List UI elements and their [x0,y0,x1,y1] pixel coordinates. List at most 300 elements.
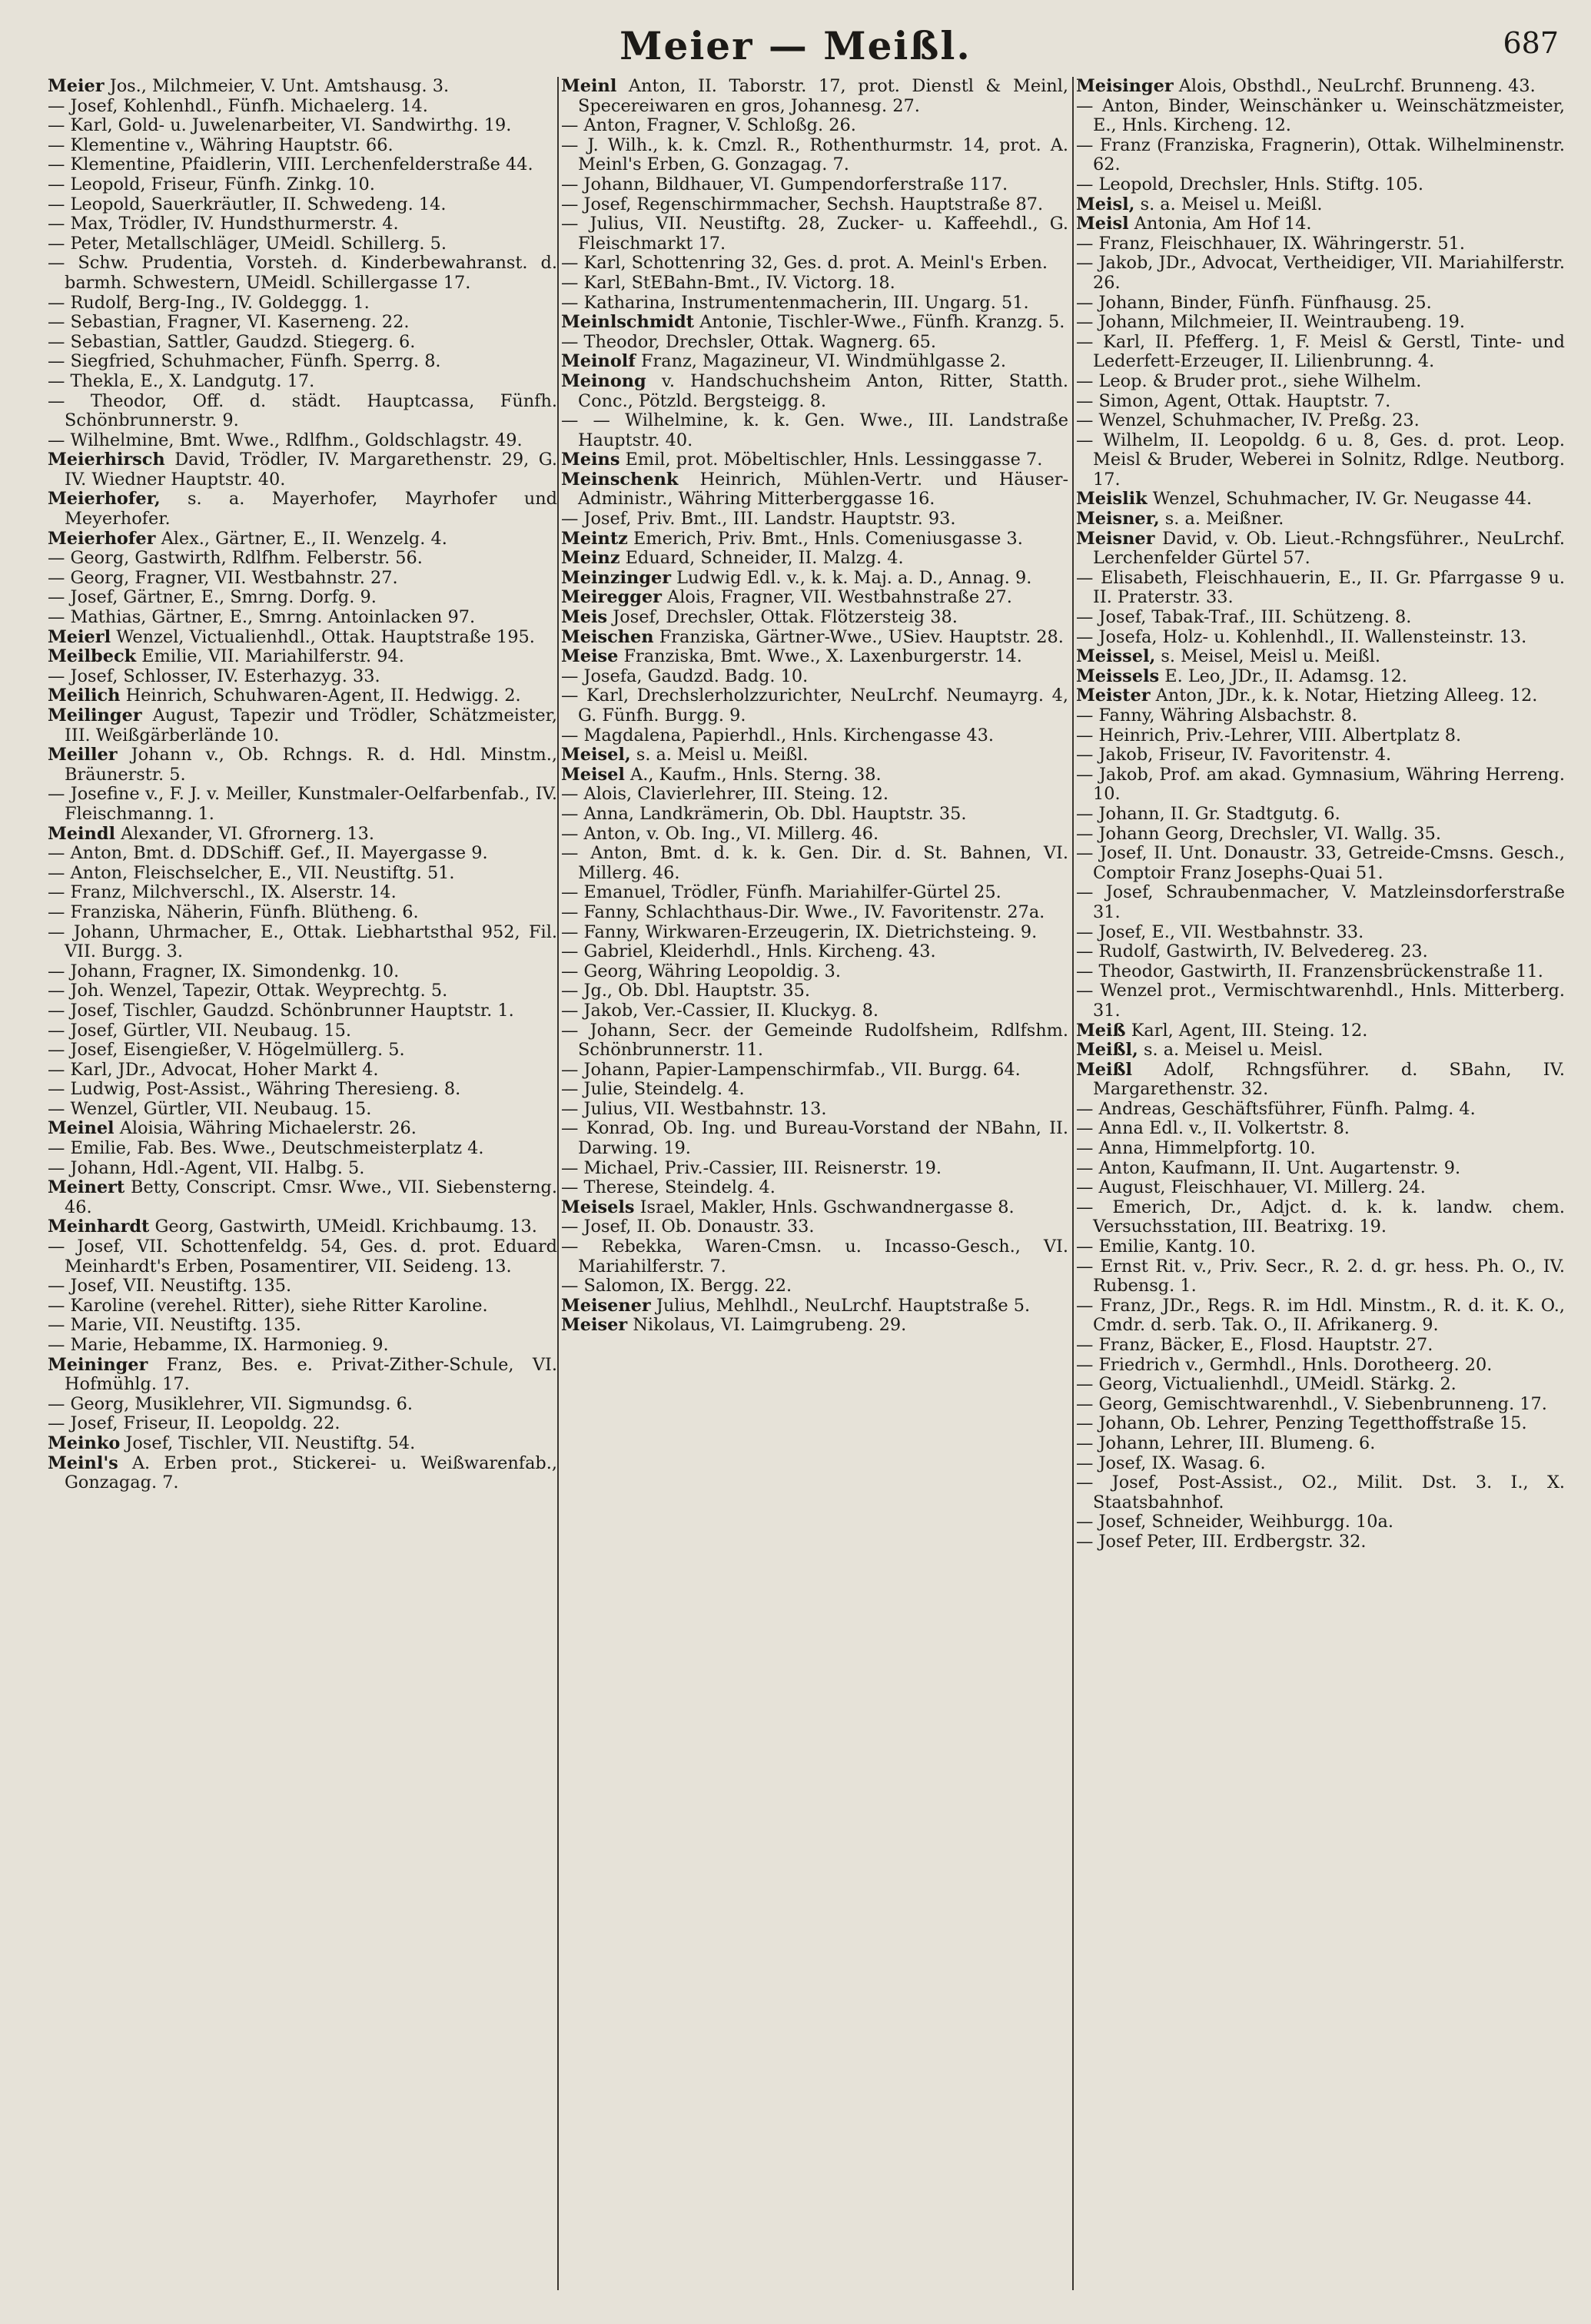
entry-text: — Sebastian, Sattler, Gaudzd. Stiegerg. 6. [48,331,416,352]
entry-text: — Franz, Bäcker, E., Flosd. Hauptstr. 27. [1076,1335,1433,1355]
directory-entry [48,1277,557,1296]
entry-text: — Georg, Victualienhdl., UMeidl. Stärkg. 2. [1076,1374,1456,1395]
entry-headword: Meischen [561,626,654,647]
directory-entry [561,1080,1068,1100]
entry-headword: Meindl [48,823,115,844]
directory-entry [1076,844,1565,883]
directory-entry [561,765,1068,785]
entry-text: David, Trödler, IV. Margarethenstr. 29, G. IV. Wiedner Hauptstr. 40. [65,450,557,490]
directory-entry [1076,962,1565,982]
directory-entry [561,450,1068,470]
entry-text: Antonie, Tischler-Wwe., Fünfh. Kranzg. 5. [699,312,1065,333]
entry-text: s. a. Meisel u. Meißl. [1140,194,1323,214]
entry-text: — Karl, Drechslerholzzurichter, NeuLrchf. Neumayrg. 4, G. Fünfh. Burgg. 9. [561,686,1068,725]
entry-text: — Salomon, IX. Bergg. 22. [561,1276,792,1296]
directory-entry [48,254,557,293]
entry-text: — Franz, JDr., Regs. R. im Hdl. Minstm., R. d. it. K. O., Cmdr. d. serb. Tak. O., II. Afrikanerg. 9. [1076,1295,1565,1336]
entry-text: — Fanny, Wirkwaren-Erzeugerin, IX. Dietrichsteing. 9. [561,921,1038,942]
entry-headword: Meinl [561,77,617,96]
entry-text: — Josef Peter, III. Erdbergstr. 32. [1076,1531,1367,1552]
directory-entry [1076,569,1565,608]
directory-entry [48,923,557,962]
entry-text: — Julie, Steindelg. 4. [561,1079,745,1100]
directory-entry [48,175,557,195]
directory-entry [561,1316,1068,1336]
directory-entry [48,195,557,215]
directory-entry [48,214,557,234]
page-title: Meier — Meißl. [619,23,972,68]
entry-text: — Johann, II. Gr. Stadtgutg. 6. [1076,803,1340,824]
directory-entry [1076,313,1565,333]
directory-entry [1076,333,1565,372]
entry-text: — Sebastian, Fragner, VI. Kaserneng. 22. [48,312,410,333]
entry-text: — Josef, Tabak-Traf., III. Schützeng. 8. [1076,607,1412,628]
entry-text: Jos., Milchmeier, V. Unt. Amtshausg. 3. [109,77,450,96]
directory-entry [561,549,1068,569]
entry-headword: Meissel, [1076,646,1156,667]
entry-text: — Johann, Hdl.-Agent, VII. Halbg. 5. [48,1157,365,1178]
entry-headword: Meiß [1076,1020,1126,1041]
directory-entry [1076,942,1565,962]
directory-entry [561,1061,1068,1081]
directory-entry [1076,1139,1565,1159]
entry-text: — Leopold, Drechsler, Hnls. Stiftg. 105. [1076,174,1423,194]
directory-entry [1076,1061,1565,1100]
entry-text: — Josefa, Holz- u. Kohlenhdl., II. Wallensteinstr. 13. [1076,626,1527,647]
entry-text: — Konrad, Ob. Ing. und Bureau-Vorstand der NBahn, II. Darwing. 19. [561,1118,1068,1159]
directory-entry [561,530,1068,549]
directory-entry [1076,667,1565,687]
entry-text: — Rudolf, Gastwirth, IV. Belvedereg. 23. [1076,941,1428,962]
entry-text: Alois, Obsthdl., NeuLrchf. Brunneng. 43. [1178,77,1536,96]
entry-text: — Karl, Schottenring 32, Ges. d. prot. A. Meinl's Erben. [561,253,1048,274]
directory-entry [48,1237,557,1277]
directory-entry [48,294,557,314]
entry-text: Franziska, Gärtner-Wwe., USiev. Hauptstr. 28. [659,626,1064,647]
directory-entry [1076,883,1565,922]
entry-headword: Meißl [1076,1059,1133,1080]
entry-text: — Franz, Milchverschl., IX. Alserstr. 14. [48,882,397,903]
entry-text: — Johann, Lehrer, III. Blumeng. 6. [1076,1433,1376,1453]
entry-text: — Anton, Bmt. d. DDSchiff. Gef., II. Mayergasse 9. [48,843,488,864]
entry-text: Wenzel, Schuhmacher, IV. Gr. Neugasse 44. [1152,489,1533,510]
entry-text: Nikolaus, VI. Laimgrubeng. 29. [633,1315,907,1336]
entry-text: — Leopold, Friseur, Fünfh. Zinkg. 10. [48,174,375,194]
entry-headword: Meister [1076,686,1151,706]
entry-text: — Ludwig, Post-Assist., Währing Theresieng. 8. [48,1079,461,1100]
entry-text: Anton, II. Taborstr. 17, prot. Dienstl & Meinl, Specereiwaren en gros, Johannesg. 27. [578,77,1068,116]
entry-text: August, Tapezir und Trödler, Schätzmeister, III. Weißgärberlände 10. [65,706,557,745]
entry-text: Alex., Gärtner, E., II. Wenzelg. 4. [161,528,447,549]
entry-text: Betty, Conscript. Cmsr. Wwe., VII. Siebensterng. 46. [65,1177,557,1217]
entry-text: — Karl, II. Pfefferg. 1, F. Meisl & Gerstl, Tinte- und Lederfett-Erzeuger, II. Lilienbrunng. 4. [1076,331,1565,372]
entry-text: — Peter, Metallschläger, UMeidl. Schillerg. 5. [48,233,447,254]
directory-entry [48,352,557,372]
directory-entry [48,608,557,628]
entry-text: A., Kaufm., Hnls. Sterng. 38. [630,764,882,785]
entry-headword: Meise [561,646,619,667]
directory-entry [48,1041,557,1061]
entry-text: Heinrich, Schuhwaren-Agent, II. Hedwigg. 2. [125,686,521,706]
directory-entry [48,1395,557,1415]
directory-entry [561,686,1068,725]
entry-text: — Josefa, Gaudzd. Badg. 10. [561,666,809,686]
entry-headword: Meierhofer [48,528,156,549]
entry-text: Julius, Mehlhdl., NeuLrchf. Hauptstraße 5. [656,1295,1031,1316]
entry-text: — Johann, Papier-Lampenschirmfab., VII. Burgg. 64. [561,1059,1021,1080]
directory-entry [1076,1021,1565,1041]
entry-text: — Jg., Ob. Dbl. Hauptstr. 35. [561,981,810,1001]
entry-headword: Meinl's [48,1452,118,1473]
directory-entry [48,686,557,706]
directory-entry [48,97,557,117]
entry-text: — Thekla, E., X. Landgutg. 17. [48,370,315,391]
directory-column-3 [1076,77,1565,2298]
directory-entry [48,1296,557,1316]
entry-text: — Karl, Gold- u. Juwelenarbeiter, VI. Sandwirthg. 19. [48,115,512,136]
entry-text: — Theodor, Gastwirth, II. Franzensbrückenstraße 11. [1076,961,1543,981]
directory-entry [1076,1434,1565,1454]
entry-headword: Meissels [1076,666,1160,686]
directory-entry [1076,825,1565,845]
directory-entry [561,647,1068,667]
directory-entry [1076,372,1565,392]
directory-entry [561,923,1068,943]
entry-text: — Johann, Fragner, IX. Simondenkg. 10. [48,961,400,981]
entry-text: — Anna, Landkrämerin, Ob. Dbl. Hauptstr. 35. [561,803,967,824]
directory-entry [48,530,557,549]
directory-entry [1076,234,1565,254]
directory-entry [561,1198,1068,1218]
entry-text: Josef, Tischler, VII. Neustiftg. 54. [125,1433,416,1453]
directory-entry [48,706,557,745]
directory-entry [1076,214,1565,234]
entry-headword: Meierl [48,626,111,647]
directory-entry [561,77,1068,116]
entry-text: — Johann, Ob. Lehrer, Penzing Tegetthoffstraße 15. [1076,1413,1527,1434]
entry-headword: Meinzinger [561,567,672,588]
directory-entry [561,372,1068,411]
entry-text: s. a. Meißner. [1164,509,1284,530]
entry-text: — Josef, VII. Neustiftg. 135. [48,1276,292,1296]
entry-headword: Meilich [48,686,121,706]
directory-entry [561,313,1068,333]
directory-entry [1076,628,1565,648]
directory-entry [561,195,1068,215]
entry-text: — Emanuel, Trödler, Fünfh. Mariahilfer-Gürtel 25. [561,882,1001,903]
entry-text: Alexander, VI. Gfrornerg. 13. [121,823,375,844]
entry-text: Franz, Bes. e. Privat-Zither-Schule, VI. Hofmühlg. 17. [65,1354,557,1395]
directory-entry [1076,745,1565,765]
directory-entry [1076,1041,1565,1061]
entry-text: David, v. Ob. Lieut.-Rchngsführer., NeuLrchf. Lerchenfelder Gürtel 57. [1093,528,1565,569]
entry-headword: Meinko [48,1433,121,1453]
entry-text: — Katharina, Instrumentenmacherin, III. Ungarg. 51. [561,292,1029,313]
entry-text: Josef, Drechsler, Ottak. Flötzersteig 38. [613,607,958,628]
directory-entry [1076,392,1565,412]
entry-text: — Anna, Himmelpfortg. 10. [1076,1138,1316,1159]
directory-entry [48,647,557,667]
entry-text: — Wenzel, Gürtler, VII. Neubaug. 15. [48,1098,372,1119]
entry-headword: Meinert [48,1177,125,1198]
directory-entry [561,667,1068,687]
entry-headword: Meisner, [1076,509,1160,530]
entry-headword: Meintz [561,528,628,549]
directory-entry [561,116,1068,136]
entry-headword: Meins [561,450,620,470]
directory-entry [561,962,1068,982]
directory-entry [1076,1257,1565,1296]
entry-text: — Magdalena, Papierhdl., Hnls. Kirchengasse 43. [561,725,995,745]
directory-entry [48,333,557,353]
directory-entry [561,608,1068,628]
directory-entry [561,1119,1068,1158]
entry-text: Eduard, Schneider, II. Malzg. 4. [625,548,904,569]
entry-text: — Fanny, Schlachthaus-Dir. Wwe., IV. Favoritenstr. 27a. [561,901,1045,922]
directory-entry [48,136,557,156]
directory-entry [48,116,557,136]
entry-text: — Johann, Milchmeier, II. Weintraubeng. 19. [1076,312,1465,333]
entry-headword: Meisel [561,764,625,785]
entry-text: s. a. Mayerhofer, Mayrhofer und Meyerhofer. [65,489,557,530]
directory-entry [48,234,557,254]
entry-headword: Meiregger [561,587,662,608]
directory-entry [1076,706,1565,726]
entry-text: — Rebekka, Waren-Cmsn. u. Incasso-Gesch., VI. Mariahilferstr. 7. [561,1237,1068,1277]
entry-text: — Josef, Tischler, Gaudzd. Schönbrunner Hauptstr. 1. [48,1000,514,1021]
directory-entry [48,372,557,392]
entry-text: — Schw. Prudentia, Vorsteh. d. Kinderbewahranst. d. barmh. Schwestern, UMeidl. Schillergasse 17. [48,253,557,293]
directory-entry [561,844,1068,883]
entry-text: Emilie, VII. Mariahilferstr. 94. [141,646,404,667]
entry-text: — Joh. Wenzel, Tapezir, Ottak. Weyprechtg. 5. [48,981,448,1001]
directory-entry [48,1119,557,1139]
entry-text: — Georg, Gemischtwarenhdl., V. Siebenbrunneng. 17. [1076,1393,1547,1414]
directory-entry [1076,1178,1565,1198]
directory-entry [561,1237,1068,1277]
entry-text: — Johann, Uhrmacher, E., Ottak. Liebhartsthal 952, Fil. VII. Burgg. 3. [48,921,557,962]
entry-text: — Josef, Schneider, Weihburgg. 10a. [1076,1512,1393,1532]
directory-entry [1076,1119,1565,1139]
entry-headword: Meiller [48,745,118,765]
directory-entry [48,844,557,864]
entry-text: — Wilhelmine, Bmt. Wwe., Rdlfhm., Goldschlagstr. 49. [48,430,523,450]
entry-text: A. Erben prot., Stickerei- u. Weißwarenfab., Gonzagag. 7. [65,1452,557,1493]
directory-entry [48,490,557,529]
directory-entry [1076,97,1565,136]
entry-text: — August, Fleischhauer, VI. Millerg. 24. [1076,1177,1426,1198]
entry-headword: Meislik [1076,489,1148,510]
directory-entry [1076,1375,1565,1395]
directory-entry [1076,1159,1565,1179]
entry-text: — Josef, Regenschirmmacher, Sechsh. Hauptstraße 87. [561,194,1044,214]
directory-entry [48,1454,557,1493]
directory-columns [48,77,1565,2298]
directory-entry [561,785,1068,805]
directory-entry [1076,530,1565,569]
directory-entry [1076,510,1565,530]
directory-entry [1076,981,1565,1021]
entry-text: Heinrich, Mühlen-Vertr. und Häuser-Administr., Währing Mitterberggasse 16. [578,469,1068,510]
directory-entry [48,864,557,884]
entry-text: — Josef, Kohlenhdl., Fünfh. Michaelerg. 14. [48,95,428,116]
entry-text: — Therese, Steindelg. 4. [561,1177,776,1198]
directory-entry [48,588,557,608]
entry-text: — Josef, Gärtner, E., Smrng. Dorfg. 9. [48,587,377,608]
directory-entry [48,981,557,1001]
directory-entry [48,1021,557,1041]
entry-headword: Meisl, [1076,194,1135,214]
entry-text: — Friedrich v., Germhdl., Hnls. Dorotheerg. 20. [1076,1354,1493,1375]
entry-text: — Emilie, Kantg. 10. [1076,1237,1256,1257]
entry-text: Aloisia, Währing Michaelerstr. 26. [119,1118,417,1139]
page-header [0,14,1591,68]
directory-entry [48,745,557,785]
entry-text: — Franziska, Näherin, Fünfh. Blütheng. 6. [48,901,419,922]
entry-headword: Meisner [1076,528,1155,549]
entry-text: s. a. Meisel u. Meisl. [1143,1040,1324,1061]
entry-text: — Josef, Post-Assist., O2., Milit. Dst. 3. I., X. Staatsbahnhof. [1076,1472,1565,1512]
directory-entry [48,569,557,589]
entry-text: — Gabriel, Kleiderhdl., Hnls. Kircheng. 43. [561,941,936,962]
directory-entry [561,175,1068,195]
entry-text: — Leop. & Bruder prot., siehe Wilhelm. [1076,370,1422,391]
directory-entry [561,1296,1068,1316]
entry-text: — Johann Georg, Drechsler, VI. Wallg. 35. [1076,823,1441,844]
entry-headword: Meinlschmidt [561,312,695,333]
directory-entry [48,431,557,451]
directory-entry [561,470,1068,510]
entry-text: — Leopold, Sauerkräutler, II. Schwedeng. 14. [48,194,447,214]
entry-text: s. Meisel, Meisl u. Meißl. [1161,646,1380,667]
directory-entry [1076,1532,1565,1552]
entry-headword: Meißl, [1076,1040,1138,1061]
entry-text: — Rudolf, Berg-Ing., IV. Goldeggg. 1. [48,292,370,313]
entry-headword: Meinel [48,1118,115,1139]
directory-entry [48,1080,557,1100]
entry-text: — Wenzel, Schuhmacher, IV. Preßg. 23. [1076,410,1420,431]
directory-entry [48,549,557,569]
directory-entry [48,77,557,97]
directory-entry [561,254,1068,274]
directory-entry [1076,608,1565,628]
entry-headword: Meinz [561,548,620,569]
directory-entry [48,1139,557,1159]
entry-headword: Meier [48,77,105,96]
entry-text: — Emilie, Fab. Bes. Wwe., Deutschmeisterplatz 4. [48,1138,484,1159]
page-number: 687 [1503,26,1559,60]
directory-entry [1076,431,1565,490]
entry-headword: Meinolf [561,351,636,372]
entry-text: — Anna Edl. v., II. Volkertstr. 8. [1076,1118,1350,1139]
directory-entry [561,981,1068,1001]
directory-entry [48,883,557,903]
directory-entry [561,569,1068,589]
entry-headword: Meininger [48,1354,148,1375]
directory-entry [48,1001,557,1021]
entry-text: — Anton, Binder, Weinschänker u. Weinschätzmeister, E., Hnls. Kircheng. 12. [1076,95,1565,136]
entry-text: — Marie, VII. Neustiftg. 135. [48,1315,301,1336]
directory-entry [561,136,1068,175]
entry-text: Wenzel, Victualienhdl., Ottak. Hauptstraße 195. [116,626,535,647]
entry-text: — Josefine v., F. J. v. Meiller, Kunstmaler-Oelfarbenfab., IV. Fleischmanng. 1. [48,784,557,824]
directory-entry [48,1356,557,1395]
directory-entry [48,313,557,333]
directory-entry [561,745,1068,765]
entry-text: — Julius, VII. Westbahnstr. 13. [561,1098,827,1119]
directory-entry [561,726,1068,746]
entry-headword: Meinschenk [561,469,679,490]
entry-headword: Meiser [561,1315,628,1336]
entry-text: v. Handschuchsheim Anton, Ritter, Statth. Conc., Pötzld. Bergsteigg. 8. [578,370,1068,411]
entry-text: — Marie, Hebamme, IX. Harmonieg. 9. [48,1335,389,1355]
directory-entry [1076,254,1565,293]
entry-headword: Meisels [561,1197,635,1217]
entry-text: — Wenzel prot., Vermischtwarenhdl., Hnls. Mitterberg. 31. [1076,981,1565,1021]
entry-text: — Theodor, Off. d. städt. Hauptcassa, Fünfh. Schönbrunnerstr. 9. [48,390,557,431]
entry-text: — Johann, Secr. der Gemeinde Rudolfsheim, Rdlfshm. Schönbrunnerstr. 11. [561,1020,1068,1061]
directory-entry [561,1001,1068,1021]
directory-entry [1076,1473,1565,1512]
entry-text: — Simon, Agent, Ottak. Hauptstr. 7. [1076,390,1391,411]
entry-text: E. Leo, JDr., II. Adamsg. 12. [1164,666,1407,686]
directory-entry [561,588,1068,608]
directory-entry [1076,77,1565,97]
entry-text: — Klementine, Pfaidlerin, VIII. Lerchenfelderstraße 44. [48,154,533,175]
entry-text: — Franz (Franziska, Fragnerin), Ottak. Wilhelminenstr. 62. [1076,134,1565,175]
entry-text: — Georg, Gastwirth, Rdlfhm. Felberstr. 56. [48,548,423,569]
entry-text: — Andreas, Geschäftsführer, Fünfh. Palmg. 4. [1076,1098,1476,1119]
directory-entry [48,1061,557,1081]
entry-text: — Elisabeth, Fleischhauerin, E., II. Gr. Pfarrgasse 9 u. II. Praterstr. 33. [1076,567,1565,608]
entry-text: — Josef, Priv. Bmt., III. Landstr. Hauptstr. 93. [561,509,956,530]
directory-entry [561,1021,1068,1061]
directory-entry [48,1316,557,1336]
entry-text: — Josef, Schraubenmacher, V. Matzleinsdorferstraße 31. [1076,882,1565,922]
entry-text: — Anton, v. Ob. Ing., VI. Millerg. 46. [561,823,879,844]
entry-headword: Meierhofer, [48,489,161,510]
entry-text: — Alois, Clavierlehrer, III. Steing. 12. [561,784,889,805]
entry-text: — Heinrich, Priv.-Lehrer, VIII. Albertplatz 8. [1076,725,1462,745]
directory-entry [48,903,557,923]
directory-entry [561,1100,1068,1120]
directory-entry [561,942,1068,962]
entry-text: — Jakob, JDr., Advocat, Vertheidiger, VII. Mariahilferstr. 26. [1076,253,1565,293]
entry-text: s. a. Meisl u. Meißl. [636,745,809,765]
entry-headword: Meierhirsch [48,450,165,470]
directory-entry [561,333,1068,353]
directory-entry [48,962,557,982]
entry-text: — Fanny, Währing Alsbachstr. 8. [1076,706,1357,725]
entry-text: — Georg, Währing Leopoldig. 3. [561,961,841,981]
directory-entry [561,1277,1068,1296]
directory-entry [1076,1296,1565,1336]
directory-entry [1076,1512,1565,1532]
entry-text: — Karoline (verehel. Ritter), siehe Ritter Karoline. [48,1295,488,1316]
entry-text: — Emerich, Dr., Adjct. d. k. k. landw. chem. Versuchsstation, III. Beatrixg. 19. [1076,1197,1565,1237]
directory-entry [1076,686,1565,706]
entry-headword: Meisel, [561,745,631,765]
directory-entry [48,1178,557,1217]
directory-entry [561,411,1068,450]
entry-headword: Meisinger [1076,77,1174,96]
entry-text: — Siegfried, Schuhmacher, Fünfh. Sperrg. 8. [48,351,441,372]
entry-text: — Wilhelm, II. Leopoldg. 6 u. 8, Ges. d. prot. Leop. Meisl & Bruder, Weberei in Solnitz, Rdlge. Neutborg. 17. [1076,430,1565,490]
entry-text: — Johann, Bildhauer, VI. Gumpendorferstraße 117. [561,174,1008,194]
directory-entry [1076,1336,1565,1356]
directory-entry [48,1159,557,1179]
entry-text: — Anton, Bmt. d. k. k. Gen. Dir. d. St. Bahnen, VI. Millerg. 46. [561,843,1068,883]
